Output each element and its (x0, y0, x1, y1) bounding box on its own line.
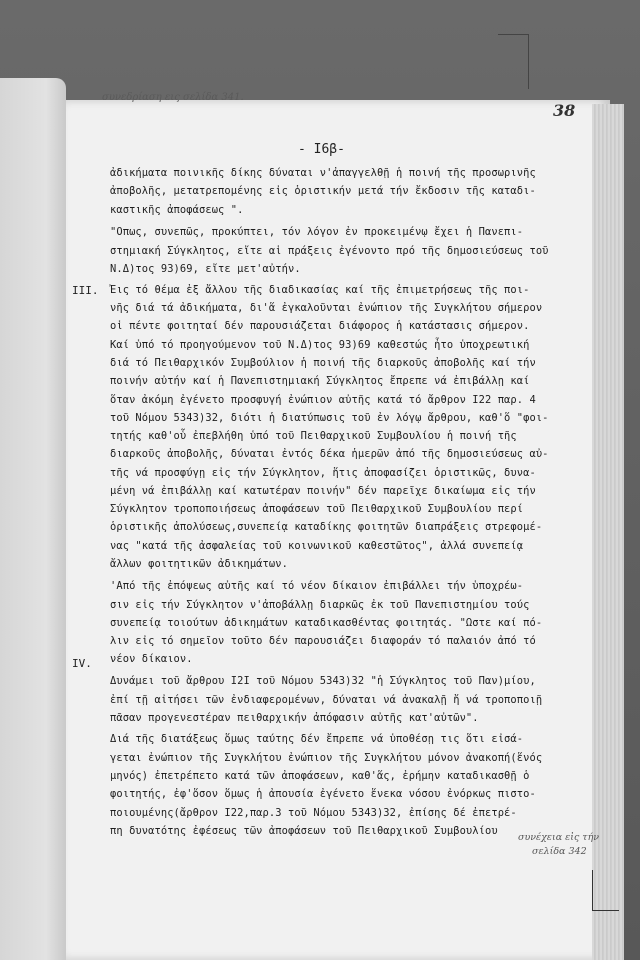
text-line: πᾶσαν προγενεστέραν πειθαρχικήν ἀπόφασιν αὐτῆς κατ'αὐτῶν". (110, 712, 479, 724)
text-line: ὅταν ἀκόμη ἐγένετο προσφυγή ἐνώπιον αὐτῆς κατά τό ἄρθρον I22 παρ. 4 (110, 394, 536, 406)
text-line: ποινήν αὐτήν καί ἡ Πανεπιστημιακή Σύγκλητος ἔπρεπε νά ἐπιβάλλῃ καί (110, 375, 530, 387)
text-line: ἄλλων φοιτητικῶν ἀδικημάτων. (110, 558, 288, 570)
text-line: ὁριστικῆς ἀπολύσεως,συνεπείᾳ καταδίκης φοιτητῶν διαπράξεις στρεφομέ- (110, 521, 543, 533)
text-line: νας "κατά τῆς ἀσφαλείας τοῦ κοινωνικοῦ καθεστῶτος", ἀλλά συνεπείᾳ (110, 540, 524, 552)
text-line: Διά τῆς διατάξεως ὅμως ταύτης δέν ἔπρεπε νά ὑποθέσῃ τις ὅτι εἰσά- (110, 733, 524, 745)
text-line: μηνός) ἐπετρέπετο κατά τῶν ἀποφάσεων, καθ'ἅς, ἐρήμην καταδικασθῇ ὁ (110, 770, 530, 782)
text-line: "Οπως, συνεπῶς, προκύπτει, τόν λόγον ἐν προκειμένῳ ἔχει ἡ Πανεπι- (110, 226, 524, 238)
text-line: τῆς νά προσφύγῃ εἰς τήν Σύγκλητον, ἥτις ἀποφασίζει ὁριστικῶς, δυνα- (110, 467, 536, 479)
handwritten-top-note: συνεδρίαση εις σελίδα 341. (102, 92, 244, 103)
text-line: γεται ἐνώπιον τῆς Συγκλήτου ἐνώπιον τῆς Συγκλήτου μόνον ἀνακοπή(ἕνός (110, 752, 543, 764)
handwritten-page-mark: 38 (553, 101, 576, 120)
text-line: Ν.Δ)τος 93)69, εἴτε μετ'αὐτήν. (110, 263, 301, 275)
text-line: νῆς διά τά ἀδικήματα, δι'ἅ ἐγκαλοῦνται ἐνώπιον τῆς Συγκλήτου σήμερον (110, 302, 543, 314)
corner-bracket-mark (498, 34, 529, 89)
text-line: μένη νά ἐπιβάλλῃ καί κατωτέραν ποινήν" δέν παρεῖχε δικαίωμα εἰς τήν (110, 485, 536, 497)
text-line: λιν εἰς τό σημεῖον τοῦτο δέν παρουσιάζει διαφοράν τό παλαιόν ἀπό τό (110, 635, 536, 647)
text-line: καστικῆς ἀποφάσεως ". (110, 204, 244, 216)
text-line: φοιτητής, ἐφ'ὅσον ὅμως ἡ ἀπουσία ἐγένετο ἕνεκα νόσου ἐνόρκως πιστο- (110, 788, 536, 800)
paragraph-number-iii: III. (72, 284, 99, 297)
text-line: σιν εἰς τήν Σύγκλητον ν'ἀποβάλλῃ διαρκῶς ἐκ τοῦ Πανεπιστημίου τούς (110, 599, 530, 611)
text-line: ἀδικήματα ποινικῆς δίκης δύναται ν'ἀπαγγελθῇ ἡ ποινή τῆς προσωρινῆς (110, 167, 536, 179)
handwritten-continuation-note-2: σελίδα 342 (532, 846, 587, 857)
handwritten-continuation-note-1: συνέχεια εἰς τήν (518, 832, 600, 843)
text-line: ποιουμένης(ἄρθρον I22,παρ.3 τοῦ Νόμου 5343)32, ἐπίσης δέ ἐπετρέ- (110, 807, 517, 819)
text-line: οἱ πέντε φοιτηταί δέν παρουσιάζεται διάφορος ἡ κατάστασις σήμερον. (110, 320, 530, 332)
text-line: συνεπείᾳ τοιούτων ἀδικημάτων καταδικασθέντας φοιτητάς. "Ωστε καί πό- (110, 617, 543, 629)
text-line: 'Από τῆς ἐπόψεως αὐτῆς καί τό νέον δίκαιον ἐπιβάλλει τήν ὑποχρέω- (110, 580, 524, 592)
text-line: πη δυνατότης ἐφέσεως τῶν ἀποφάσεων τοῦ Πειθαρχικοῦ Συμβουλίου (110, 825, 498, 837)
page-number: - I6β- (298, 142, 345, 157)
text-line: τοῦ Νόμου 5343)32, διότι ἡ διατύπωσις τοῦ ἐν λόγῳ ἄρθρου, καθ'ὅ "φοι- (110, 412, 549, 424)
text-line: διαρκοῦς ἀποβολῆς, δύναται ἐντός δέκα ἡμερῶν ἀπό τῆς δημοσιεύσεως αὐ- (110, 448, 549, 460)
text-line: Δυνάμει τοῦ ἄρθρου I2I τοῦ Νόμου 5343)32 "ἡ Σύγκλητος τοῦ Παν)μίου, (110, 675, 536, 687)
text-line: Σύγκλητον τροποποιήσεως ἀποφάσεων τοῦ Πειθαρχικοῦ Συμβουλίου περί (110, 503, 524, 515)
text-line: στημιακή Σύγκλητος, εἴτε αἱ πράξεις ἐγένοντο πρό τῆς δημοσιεύσεως τοῦ (110, 245, 549, 257)
text-line: Ἐις τό θέμα ἐξ ἄλλου τῆς διαδικασίας καί τῆς ἐπιμετρήσεως τῆς ποι- (110, 284, 530, 296)
text-line: νέον δίκαιον. (110, 653, 193, 665)
text-line: Καί ὑπό τό προηγούμενον τοῦ Ν.Δ)τος 93)69 καθεστώς ἦτο ὑποχρεωτική (110, 339, 530, 351)
text-line: διά τό Πειθαρχικόν Συμβούλιον ἡ ποινή τῆς διαρκοῦς ἀποβολῆς καί τήν (110, 357, 536, 369)
text-line: ἐπί τῇ αἰτήσει τῶν ἐνδιαφερομένων, δύναται νά ἀνακαλῇ ἤ νά τροποποιῇ (110, 694, 543, 706)
text-line: ἀποβολῆς, μετατρεπομένης εἰς ὁριστικήν μετά τήν ἔκδοσιν τῆς καταδι- (110, 185, 536, 197)
left-page-edge (0, 78, 66, 960)
text-line: τητής καθ'οὗ ἐπεβλήθη ὑπό τοῦ Πειθαρχικοῦ Συμβουλίου ἡ ποινή τῆς (110, 430, 517, 442)
corner-clip-mark (592, 870, 619, 911)
paragraph-number-iv: IV. (72, 657, 92, 670)
